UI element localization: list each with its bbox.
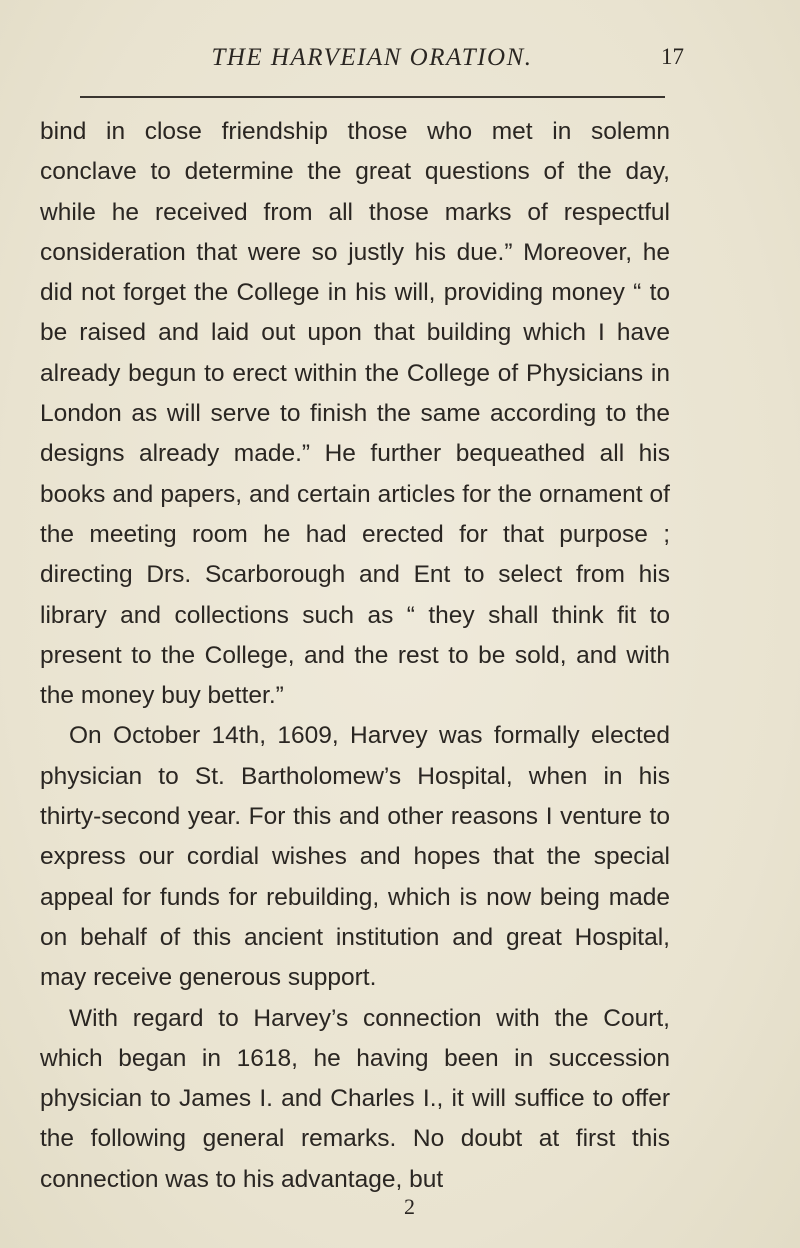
page-number: 17 xyxy=(661,44,684,69)
paragraph-1: bind in close friendship those who met in solemn conclave to determine the great questions of the day, while he received from all those marks of respectful consideration that were so justly his due.” Moreover, he did not forget the College in his will, providing money “ to be raised and laid out upon that building which I have already begun to erect within the College of Physicians in London as will serve to finish the same according to the designs already made.” He further bequeathed all his books and papers, and certain articles for the ornament of the meeting room he had erected for that purpose ; directing Drs. Scarborough and Ent to select from his library and collections such as “ they shall think fit to present to the College, and the rest to be sold, and with the money buy better.” xyxy=(40,118,670,710)
running-head xyxy=(72,44,684,84)
paragraph-2: On October 14th, 1609, Harvey was formally elected physician to St. Bartholomew’s Hospital, when in his thirty-second year. For this and other reasons I venture to express our cordial wishes and hopes that the special appeal for funds for rebuilding, which is now being made on behalf of this ancient institution and great Hospital, may receive generous support. xyxy=(40,722,670,992)
header-rule xyxy=(80,96,665,98)
running-title: THE HARVEIAN ORATION. xyxy=(211,44,533,71)
body-text xyxy=(40,112,670,1200)
paragraph-3: With regard to Harvey’s connection with the Court, which began in 1618, he having been in succession physician to James I. and Charles I., it will suffice to offer the following general remarks. No doubt at first this connection was to his advantage, but xyxy=(40,1004,670,1193)
signature-mark: 2 xyxy=(404,1194,415,1219)
